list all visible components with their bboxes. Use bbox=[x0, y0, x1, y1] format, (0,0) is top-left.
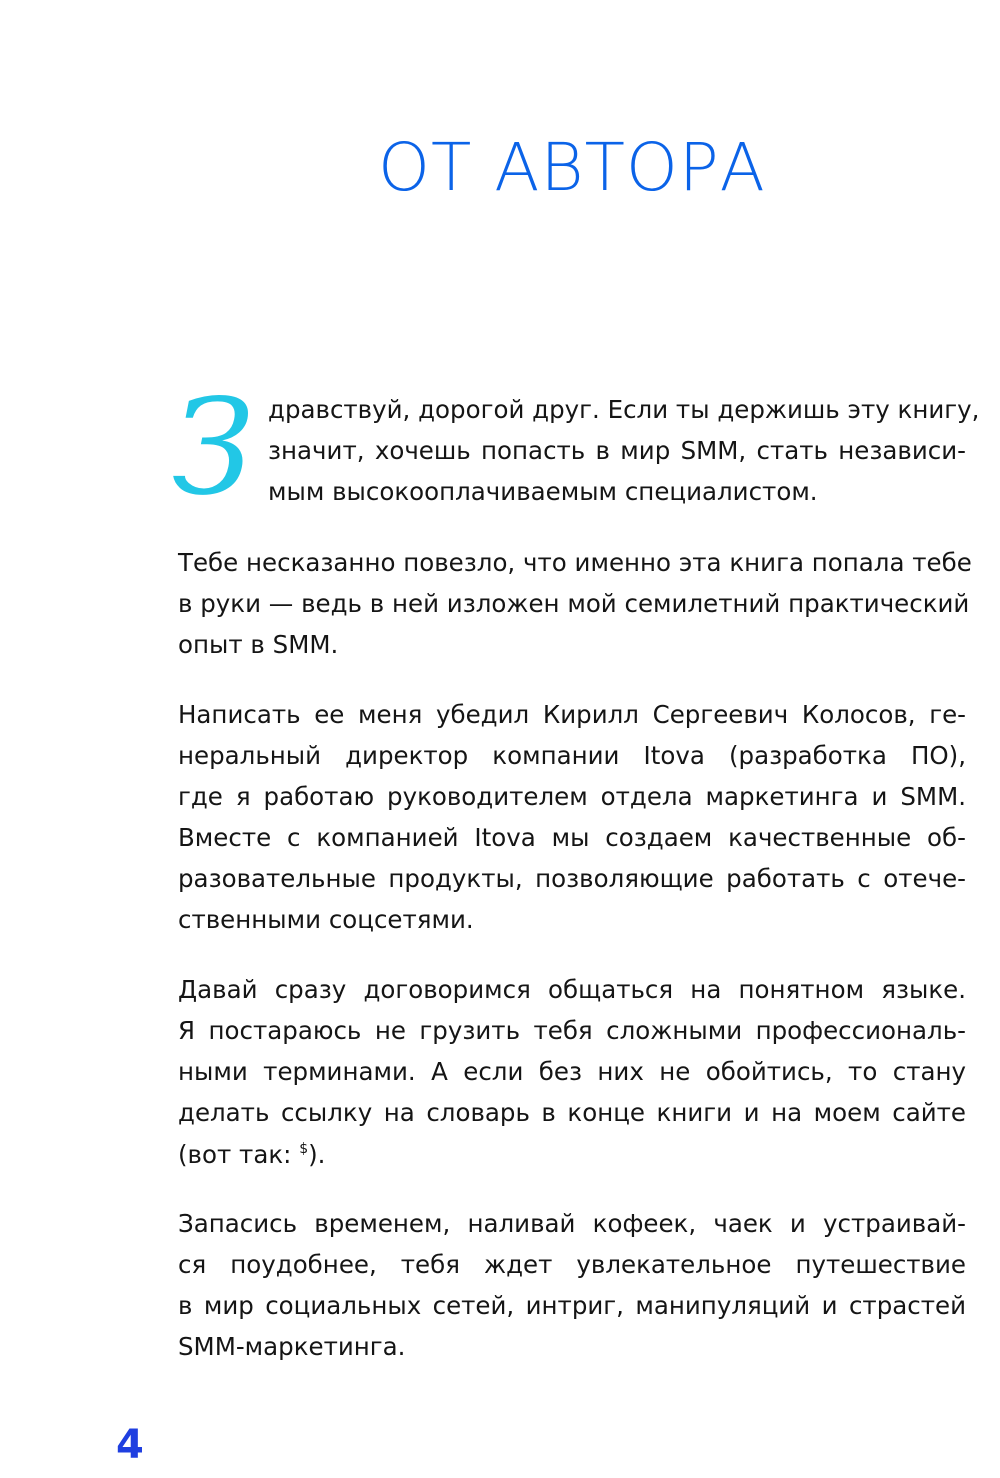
footnote-example-prefix: (вот так: bbox=[178, 1140, 300, 1169]
paragraph-line: мым высокооплачиваемым специалистом. bbox=[268, 477, 818, 506]
paragraph-line: ственными соцсетями. bbox=[178, 905, 474, 934]
paragraph-line: в мир социальных сетей, интриг, манипуляций и страстей bbox=[178, 1291, 966, 1320]
paragraph-line: Давай сразу договоримся общаться на понятном языке. bbox=[178, 975, 966, 1004]
paragraph-line: Написать ее меня убедил Кирилл Сергеевич Колосов, ге- bbox=[178, 700, 966, 729]
glossary-marker: $ bbox=[299, 1141, 309, 1157]
paragraph-line: ными терминами. А если без них не обойтись, то стану bbox=[178, 1057, 966, 1086]
paragraph-line: Тебе несказанно повезло, что именно эта книга попала тебе bbox=[178, 548, 972, 577]
paragraph-line: неральный директор компании Itova (разработка ПО), bbox=[178, 741, 966, 770]
paragraph-line: опыт в SMM. bbox=[178, 630, 339, 659]
drop-cap-letter: З bbox=[172, 371, 255, 525]
paragraph-line: ся поудобнее, тебя ждет увлекательное путешествие bbox=[178, 1250, 966, 1279]
paragraph-line: где я работаю руководителем отдела маркетинга и SMM. bbox=[178, 782, 966, 811]
page-number: 4 bbox=[116, 1422, 144, 1468]
paragraph-line: Вместе с компанией Itova мы создаем качественные об- bbox=[178, 823, 966, 852]
paragraph-line: Запасись временем, наливай кофеек, чаек и устраивай- bbox=[178, 1209, 966, 1238]
paragraph-line bbox=[178, 1142, 325, 1168]
footnote-example-suffix: ). bbox=[308, 1140, 326, 1169]
chapter-heading bbox=[378, 129, 766, 206]
paragraph-line: SMM-маркетинга. bbox=[178, 1332, 406, 1361]
paragraph-line: в руки — ведь в ней изложен мой семилетний практический bbox=[178, 589, 970, 618]
chapter-title: ОТ АВТОРА bbox=[378, 129, 766, 206]
paragraph-line: дравствуй, дорогой друг. Если ты держишь эту книгу, bbox=[268, 395, 980, 424]
paragraph-line: Я постараюсь не грузить тебя сложными профессиональ- bbox=[178, 1016, 966, 1045]
paragraph-line: разовательные продукты, позволяющие работать с отече- bbox=[178, 864, 966, 893]
paragraph-line: делать ссылку на словарь в конце книги и на моем сайте bbox=[178, 1098, 966, 1127]
paragraph-line: значит, хочешь попасть в мир SMM, стать независи- bbox=[268, 436, 966, 465]
